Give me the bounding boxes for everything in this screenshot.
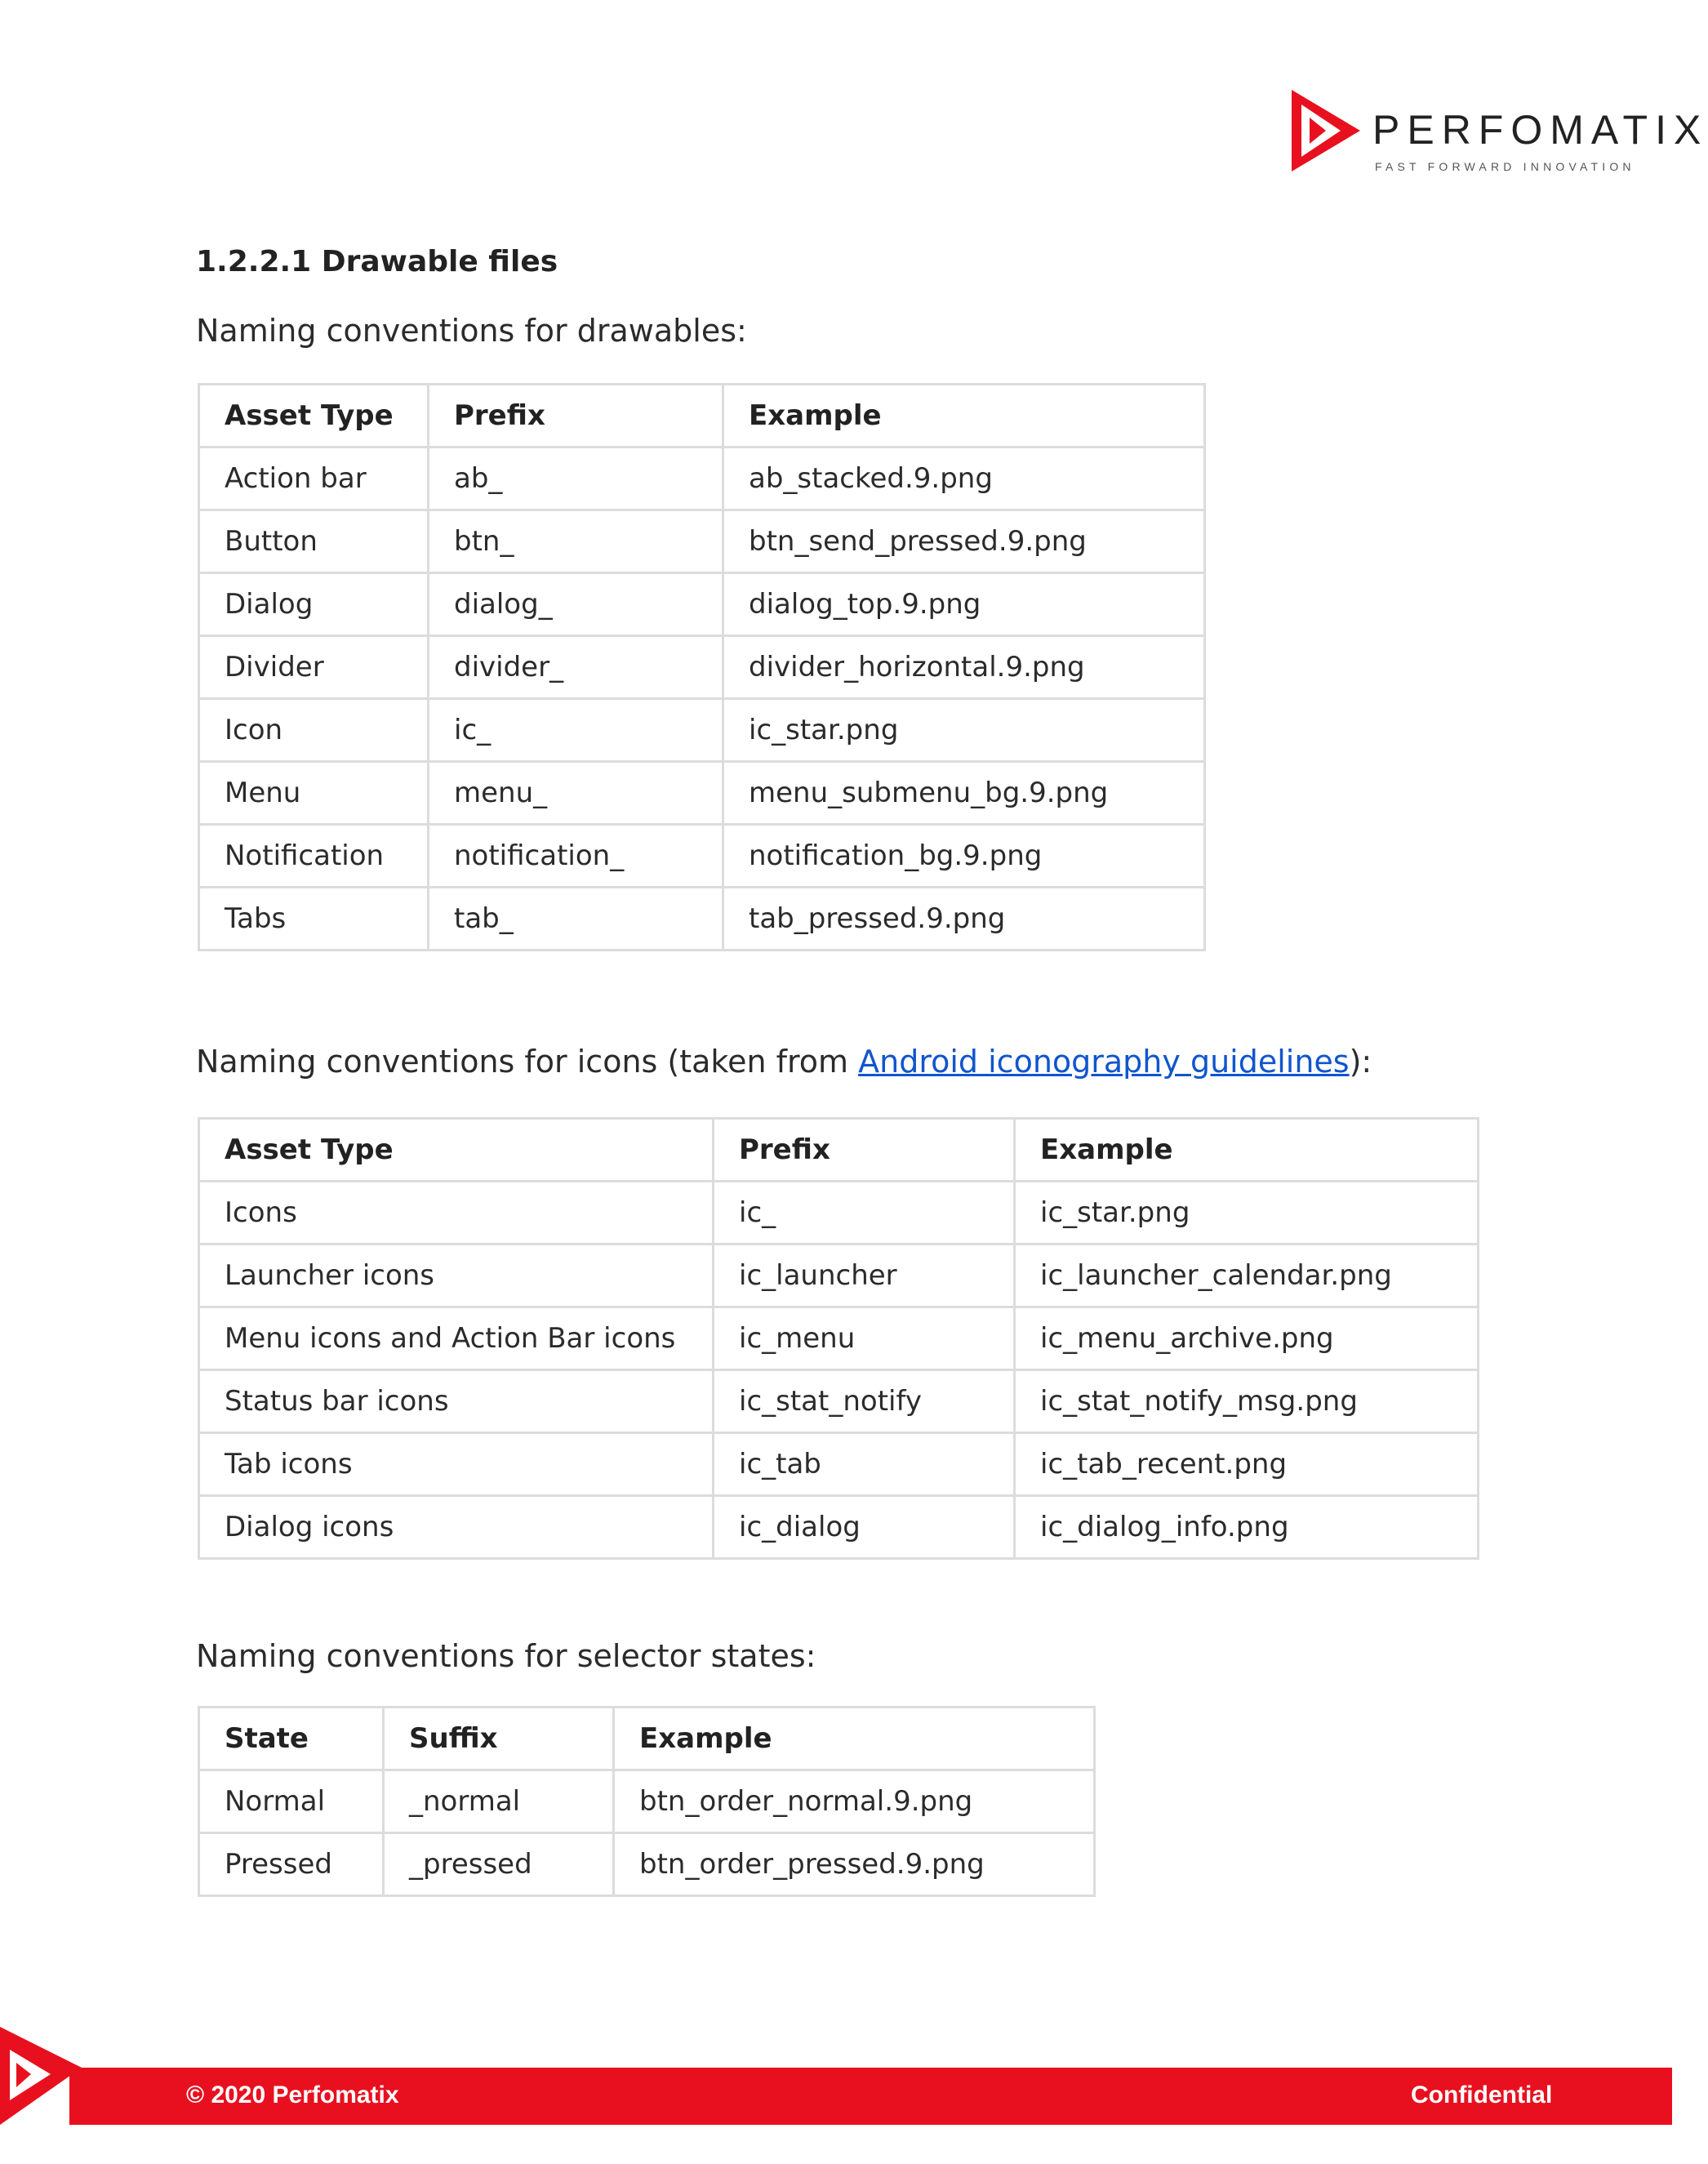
table-row	[199, 1245, 1479, 1307]
table-row	[199, 573, 1205, 636]
table-row	[199, 510, 1205, 573]
table-cell: Tab icons	[199, 1433, 714, 1496]
selectors-body	[199, 1770, 1095, 1896]
android-iconography-link[interactable]: Android iconography guidelines	[858, 1044, 1350, 1080]
table-cell: divider_horizontal.9.png	[723, 636, 1205, 699]
icons-header-cell: Prefix	[714, 1119, 1015, 1182]
table-cell: Status bar icons	[199, 1370, 714, 1433]
table-cell: tab_pressed.9.png	[723, 888, 1205, 951]
drawables-header-cell: Prefix	[429, 385, 723, 447]
drawables-header-row	[199, 385, 1205, 447]
table-row	[199, 1370, 1479, 1433]
selectors-header-cell: Suffix	[384, 1708, 614, 1770]
table-cell: Pressed	[199, 1833, 384, 1896]
table-cell: Menu	[199, 762, 429, 825]
table-cell: btn_	[429, 510, 723, 573]
table-cell: notification_	[429, 825, 723, 888]
icons-intro-text: Naming conventions for icons (taken from	[196, 1044, 859, 1080]
table-cell: ic_star.png	[723, 699, 1205, 762]
table-row	[199, 1496, 1479, 1559]
table-cell: ic_dialog_info.png	[1015, 1496, 1479, 1559]
table-cell: ic_	[714, 1182, 1015, 1245]
footer-confidential-label: Confidential	[1411, 2082, 1553, 2108]
drawables-intro: Naming conventions for drawables:	[196, 313, 747, 349]
table-cell: ic_star.png	[1015, 1182, 1479, 1245]
perfomatix-logo	[1288, 88, 1708, 178]
footer-banner	[0, 2017, 1672, 2140]
table-cell: Icon	[199, 699, 429, 762]
drawables-table	[198, 383, 1206, 951]
table-cell: Normal	[199, 1770, 384, 1833]
table-cell: Dialog	[199, 573, 429, 636]
table-cell: Divider	[199, 636, 429, 699]
table-cell: Notification	[199, 825, 429, 888]
selectors-header-cell: State	[199, 1708, 384, 1770]
icons-header-cell: Asset Type	[199, 1119, 714, 1182]
footer-copyright: © 2020 Perfomatix	[186, 2082, 399, 2108]
table-row	[199, 447, 1205, 510]
table-cell: Launcher icons	[199, 1245, 714, 1307]
table-cell: ic_dialog	[714, 1496, 1015, 1559]
table-cell: ab_stacked.9.png	[723, 447, 1205, 510]
table-cell: tab_	[429, 888, 723, 951]
table-cell: Tabs	[199, 888, 429, 951]
selectors-header-row	[199, 1708, 1095, 1770]
selectors-table	[198, 1706, 1096, 1897]
table-row	[199, 699, 1205, 762]
table-row	[199, 1307, 1479, 1370]
table-cell: ic_stat_notify_msg.png	[1015, 1370, 1479, 1433]
table-row	[199, 636, 1205, 699]
table-row	[199, 1833, 1095, 1896]
table-cell: menu_	[429, 762, 723, 825]
table-cell: ic_tab	[714, 1433, 1015, 1496]
brand-name: PERFOMATIX	[1372, 107, 1708, 153]
table-cell: notification_bg.9.png	[723, 825, 1205, 888]
table-cell: btn_order_normal.9.png	[614, 1770, 1095, 1833]
icons-intro-suffix: ):	[1349, 1044, 1372, 1080]
icons-intro	[196, 1044, 1372, 1080]
table-cell: Menu icons and Action Bar icons	[199, 1307, 714, 1370]
table-cell: ic_launcher_calendar.png	[1015, 1245, 1479, 1307]
icons-table	[198, 1117, 1479, 1560]
table-cell: Action bar	[199, 447, 429, 510]
drawables-header-cell: Asset Type	[199, 385, 429, 447]
brand-tagline: FAST FORWARD INNOVATION	[1375, 160, 1635, 173]
table-cell: divider_	[429, 636, 723, 699]
table-cell: Button	[199, 510, 429, 573]
icons-header-cell: Example	[1015, 1119, 1479, 1182]
drawables-header-cell: Example	[723, 385, 1205, 447]
table-cell: Dialog icons	[199, 1496, 714, 1559]
table-cell: _normal	[384, 1770, 614, 1833]
selectors-intro: Naming conventions for selector states:	[196, 1638, 816, 1674]
play-arrow-logo-icon	[1288, 88, 1363, 173]
section-heading: 1.2.2.1 Drawable files	[196, 245, 558, 278]
table-row	[199, 762, 1205, 825]
table-cell: ab_	[429, 447, 723, 510]
table-cell: ic_tab_recent.png	[1015, 1433, 1479, 1496]
table-row	[199, 825, 1205, 888]
table-cell: ic_menu_archive.png	[1015, 1307, 1479, 1370]
table-cell: ic_stat_notify	[714, 1370, 1015, 1433]
table-cell: btn_send_pressed.9.png	[723, 510, 1205, 573]
table-row	[199, 1770, 1095, 1833]
table-row	[199, 1433, 1479, 1496]
icons-header-row	[199, 1119, 1479, 1182]
table-cell: ic_menu	[714, 1307, 1015, 1370]
table-row	[199, 888, 1205, 951]
table-cell: dialog_top.9.png	[723, 573, 1205, 636]
table-cell: ic_	[429, 699, 723, 762]
selectors-header-cell: Example	[614, 1708, 1095, 1770]
icons-body	[199, 1182, 1479, 1559]
table-row	[199, 1182, 1479, 1245]
table-cell: menu_submenu_bg.9.png	[723, 762, 1205, 825]
table-cell: dialog_	[429, 573, 723, 636]
table-cell: ic_launcher	[714, 1245, 1015, 1307]
table-cell: _pressed	[384, 1833, 614, 1896]
table-cell: Icons	[199, 1182, 714, 1245]
drawables-body	[199, 447, 1205, 951]
table-cell: btn_order_pressed.9.png	[614, 1833, 1095, 1896]
